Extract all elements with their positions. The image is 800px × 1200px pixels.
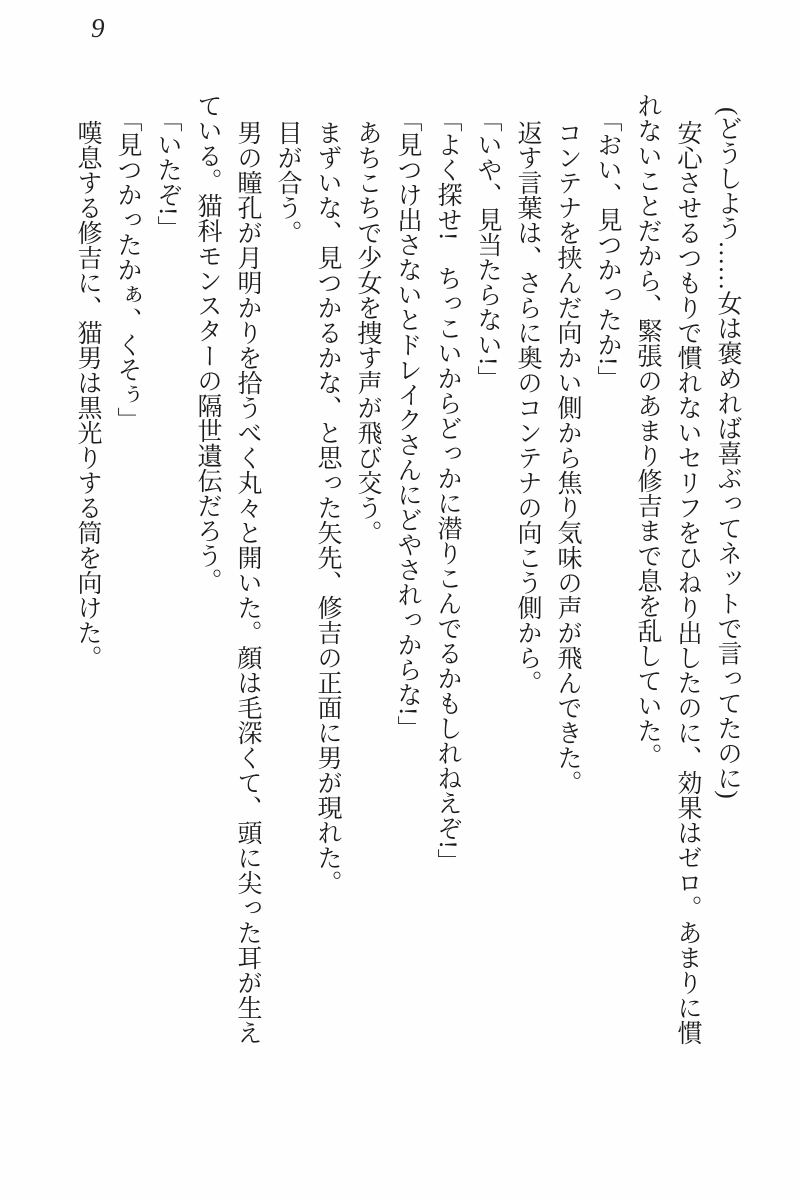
text-line: 返す言葉は、さらに奥のコンテナの向こう側から。 <box>514 120 541 695</box>
text-line: 「見つかったかぁ、くそぅ」 <box>114 107 141 432</box>
text-block <box>67 93 747 1063</box>
text-line: 安心させるつもりで慣れないセリフをひねり出したのに、効果はゼロ。あまりに慣 <box>674 120 701 1045</box>
text-line: 「見つけ出さないとドレイクさんにどやされっからな!」 <box>394 107 421 741</box>
text-line: 嘆息する修吉に、猫男は黒光りする筒を向けた。 <box>74 120 101 670</box>
text-line: ている。猫科モンスターの隔世遺伝だろう。 <box>194 93 221 593</box>
text-line: 「いたぞ!」 <box>154 107 181 241</box>
text-line: コンテナを挟んだ向かい側から焦り気味の声が飛んできた。 <box>554 120 581 795</box>
text-line: あちこちで少女を捜す声が飛び交う。 <box>354 120 381 545</box>
text-line: れないことだから、緊張のあまり修吉まで息を乱していた。 <box>634 93 661 768</box>
text-line: 「よく探せ! ちっこいからどっかに潜りこんでるかもしれねえぞ!」 <box>434 107 461 874</box>
text-line: (どうしよう……女は褒めれば喜ぶってネットで言ってたのに) <box>714 107 741 799</box>
page-number: 9 <box>91 13 105 43</box>
text-line: 「いや、見当たらない!」 <box>474 107 501 391</box>
text-line: まずいな、見つかるかな、と思った矢先、修吉の正面に男が現れた。 <box>314 120 341 895</box>
text-line: 男の瞳孔が月明かりを拾うべく丸々と開いた。顔は毛深くて、頭に尖った耳が生え <box>234 120 261 1045</box>
text-line: 目が合う。 <box>274 120 301 245</box>
text-line: 「おい、見つかったか!」 <box>594 107 621 391</box>
